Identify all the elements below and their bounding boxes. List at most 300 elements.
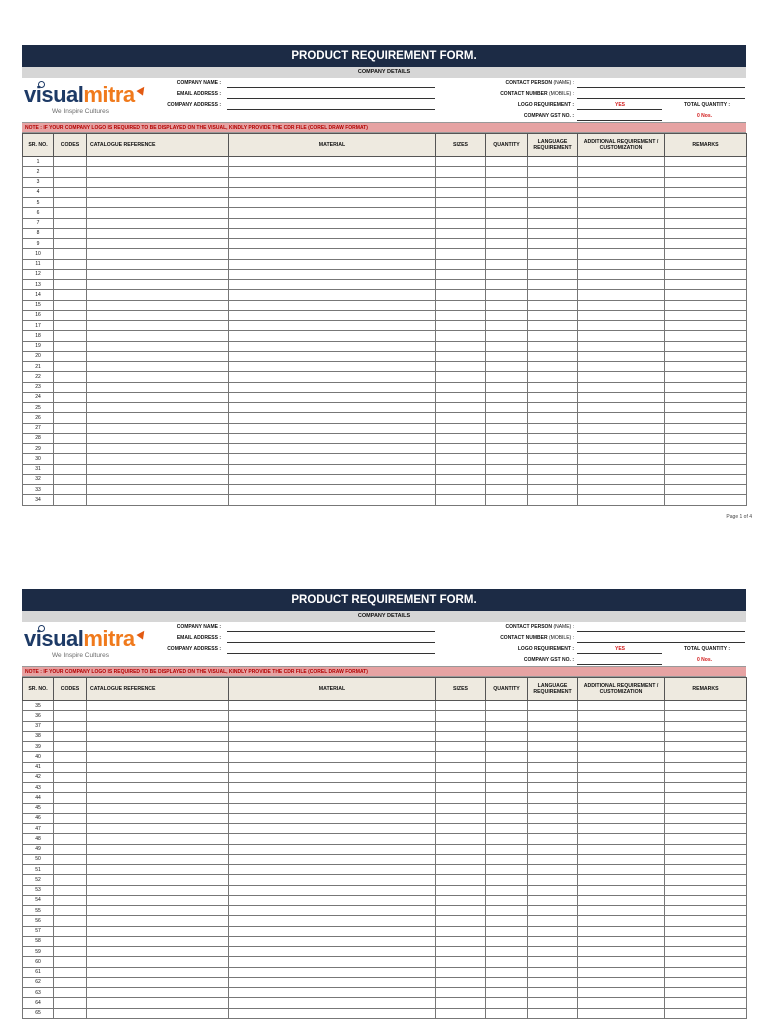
cell-language-requirement[interactable] <box>528 403 578 413</box>
cell-material[interactable] <box>229 988 436 998</box>
cell-remarks[interactable] <box>665 444 747 454</box>
cell-codes[interactable] <box>54 239 87 249</box>
cell-catalogue-reference[interactable] <box>87 259 229 269</box>
cell-quantity[interactable] <box>486 947 528 957</box>
cell-remarks[interactable] <box>665 362 747 372</box>
cell-additional-requirement[interactable] <box>578 824 665 834</box>
cell-language-requirement[interactable] <box>528 834 578 844</box>
cell-codes[interactable] <box>54 331 87 341</box>
cell-language-requirement[interactable] <box>528 957 578 967</box>
cell-catalogue-reference[interactable] <box>87 403 229 413</box>
cell-additional-requirement[interactable] <box>578 382 665 392</box>
cell-catalogue-reference[interactable] <box>87 731 229 741</box>
cell-material[interactable] <box>229 957 436 967</box>
cell-language-requirement[interactable] <box>528 495 578 505</box>
cell-additional-requirement[interactable] <box>578 834 665 844</box>
cell-additional-requirement[interactable] <box>578 249 665 259</box>
company-address-field[interactable] <box>227 652 435 654</box>
cell-sizes[interactable] <box>436 259 486 269</box>
cell-codes[interactable] <box>54 752 87 762</box>
cell-catalogue-reference[interactable] <box>87 341 229 351</box>
cell-codes[interactable] <box>54 341 87 351</box>
cell-codes[interactable] <box>54 310 87 320</box>
cell-quantity[interactable] <box>486 762 528 772</box>
cell-additional-requirement[interactable] <box>578 936 665 946</box>
cell-catalogue-reference[interactable] <box>87 228 229 238</box>
cell-catalogue-reference[interactable] <box>87 1008 229 1018</box>
cell-catalogue-reference[interactable] <box>87 834 229 844</box>
cell-quantity[interactable] <box>486 854 528 864</box>
cell-catalogue-reference[interactable] <box>87 977 229 987</box>
cell-sizes[interactable] <box>436 957 486 967</box>
cell-sizes[interactable] <box>436 916 486 926</box>
cell-language-requirement[interactable] <box>528 895 578 905</box>
cell-quantity[interactable] <box>486 803 528 813</box>
cell-remarks[interactable] <box>665 177 747 187</box>
cell-language-requirement[interactable] <box>528 187 578 197</box>
cell-language-requirement[interactable] <box>528 280 578 290</box>
cell-additional-requirement[interactable] <box>578 854 665 864</box>
cell-quantity[interactable] <box>486 772 528 782</box>
cell-additional-requirement[interactable] <box>578 157 665 167</box>
contact-person-field[interactable] <box>577 86 745 88</box>
cell-sizes[interactable] <box>436 351 486 361</box>
cell-additional-requirement[interactable] <box>578 423 665 433</box>
cell-material[interactable] <box>229 208 436 218</box>
cell-sizes[interactable] <box>436 177 486 187</box>
cell-quantity[interactable] <box>486 711 528 721</box>
cell-sizes[interactable] <box>436 403 486 413</box>
cell-additional-requirement[interactable] <box>578 988 665 998</box>
cell-catalogue-reference[interactable] <box>87 967 229 977</box>
cell-additional-requirement[interactable] <box>578 372 665 382</box>
cell-additional-requirement[interactable] <box>578 803 665 813</box>
cell-codes[interactable] <box>54 495 87 505</box>
cell-additional-requirement[interactable] <box>578 967 665 977</box>
cell-remarks[interactable] <box>665 198 747 208</box>
cell-remarks[interactable] <box>665 310 747 320</box>
cell-catalogue-reference[interactable] <box>87 208 229 218</box>
cell-quantity[interactable] <box>486 977 528 987</box>
cell-material[interactable] <box>229 218 436 228</box>
cell-codes[interactable] <box>54 731 87 741</box>
cell-additional-requirement[interactable] <box>578 742 665 752</box>
cell-catalogue-reference[interactable] <box>87 382 229 392</box>
cell-codes[interactable] <box>54 300 87 310</box>
cell-quantity[interactable] <box>486 382 528 392</box>
cell-sizes[interactable] <box>436 988 486 998</box>
cell-remarks[interactable] <box>665 187 747 197</box>
cell-codes[interactable] <box>54 988 87 998</box>
cell-remarks[interactable] <box>665 218 747 228</box>
cell-language-requirement[interactable] <box>528 362 578 372</box>
cell-material[interactable] <box>229 1008 436 1018</box>
cell-additional-requirement[interactable] <box>578 977 665 987</box>
cell-material[interactable] <box>229 167 436 177</box>
cell-additional-requirement[interactable] <box>578 865 665 875</box>
cell-quantity[interactable] <box>486 280 528 290</box>
cell-material[interactable] <box>229 977 436 987</box>
cell-additional-requirement[interactable] <box>578 341 665 351</box>
cell-remarks[interactable] <box>665 331 747 341</box>
cell-sizes[interactable] <box>436 936 486 946</box>
cell-remarks[interactable] <box>665 454 747 464</box>
cell-codes[interactable] <box>54 218 87 228</box>
cell-remarks[interactable] <box>665 793 747 803</box>
cell-codes[interactable] <box>54 249 87 259</box>
cell-codes[interactable] <box>54 967 87 977</box>
cell-sizes[interactable] <box>436 793 486 803</box>
cell-codes[interactable] <box>54 813 87 823</box>
cell-language-requirement[interactable] <box>528 988 578 998</box>
cell-material[interactable] <box>229 926 436 936</box>
cell-remarks[interactable] <box>665 239 747 249</box>
cell-quantity[interactable] <box>486 413 528 423</box>
cell-material[interactable] <box>229 742 436 752</box>
cell-codes[interactable] <box>54 936 87 946</box>
email-address-field[interactable] <box>227 97 435 99</box>
cell-material[interactable] <box>229 916 436 926</box>
cell-remarks[interactable] <box>665 752 747 762</box>
cell-codes[interactable] <box>54 772 87 782</box>
cell-catalogue-reference[interactable] <box>87 321 229 331</box>
cell-quantity[interactable] <box>486 239 528 249</box>
cell-codes[interactable] <box>54 423 87 433</box>
cell-codes[interactable] <box>54 824 87 834</box>
cell-material[interactable] <box>229 249 436 259</box>
cell-language-requirement[interactable] <box>528 464 578 474</box>
cell-additional-requirement[interactable] <box>578 752 665 762</box>
cell-catalogue-reference[interactable] <box>87 249 229 259</box>
cell-sizes[interactable] <box>436 803 486 813</box>
cell-quantity[interactable] <box>486 916 528 926</box>
cell-language-requirement[interactable] <box>528 772 578 782</box>
cell-quantity[interactable] <box>486 269 528 279</box>
cell-remarks[interactable] <box>665 731 747 741</box>
cell-quantity[interactable] <box>486 865 528 875</box>
email-address-field[interactable] <box>227 641 435 643</box>
cell-sizes[interactable] <box>436 290 486 300</box>
cell-quantity[interactable] <box>486 392 528 402</box>
cell-language-requirement[interactable] <box>528 701 578 711</box>
cell-material[interactable] <box>229 474 436 484</box>
cell-additional-requirement[interactable] <box>578 926 665 936</box>
cell-sizes[interactable] <box>436 762 486 772</box>
cell-additional-requirement[interactable] <box>578 269 665 279</box>
cell-catalogue-reference[interactable] <box>87 701 229 711</box>
cell-remarks[interactable] <box>665 249 747 259</box>
cell-codes[interactable] <box>54 844 87 854</box>
cell-sizes[interactable] <box>436 711 486 721</box>
cell-language-requirement[interactable] <box>528 1008 578 1018</box>
cell-quantity[interactable] <box>486 988 528 998</box>
cell-language-requirement[interactable] <box>528 977 578 987</box>
cell-material[interactable] <box>229 382 436 392</box>
cell-catalogue-reference[interactable] <box>87 187 229 197</box>
cell-sizes[interactable] <box>436 731 486 741</box>
cell-sizes[interactable] <box>436 392 486 402</box>
cell-catalogue-reference[interactable] <box>87 167 229 177</box>
company-gst-field[interactable] <box>577 663 662 665</box>
cell-language-requirement[interactable] <box>528 157 578 167</box>
cell-catalogue-reference[interactable] <box>87 157 229 167</box>
cell-material[interactable] <box>229 269 436 279</box>
cell-language-requirement[interactable] <box>528 413 578 423</box>
cell-codes[interactable] <box>54 228 87 238</box>
cell-codes[interactable] <box>54 351 87 361</box>
cell-sizes[interactable] <box>436 1008 486 1018</box>
cell-quantity[interactable] <box>486 834 528 844</box>
cell-material[interactable] <box>229 157 436 167</box>
cell-material[interactable] <box>229 875 436 885</box>
cell-language-requirement[interactable] <box>528 433 578 443</box>
cell-catalogue-reference[interactable] <box>87 485 229 495</box>
cell-sizes[interactable] <box>436 269 486 279</box>
cell-additional-requirement[interactable] <box>578 290 665 300</box>
cell-quantity[interactable] <box>486 926 528 936</box>
cell-catalogue-reference[interactable] <box>87 854 229 864</box>
cell-catalogue-reference[interactable] <box>87 772 229 782</box>
cell-material[interactable] <box>229 321 436 331</box>
cell-sizes[interactable] <box>436 280 486 290</box>
cell-codes[interactable] <box>54 793 87 803</box>
cell-sizes[interactable] <box>436 854 486 864</box>
cell-material[interactable] <box>229 177 436 187</box>
cell-catalogue-reference[interactable] <box>87 988 229 998</box>
cell-material[interactable] <box>229 187 436 197</box>
cell-codes[interactable] <box>54 803 87 813</box>
cell-quantity[interactable] <box>486 198 528 208</box>
cell-remarks[interactable] <box>665 157 747 167</box>
cell-catalogue-reference[interactable] <box>87 936 229 946</box>
cell-quantity[interactable] <box>486 485 528 495</box>
cell-sizes[interactable] <box>436 885 486 895</box>
cell-remarks[interactable] <box>665 916 747 926</box>
cell-additional-requirement[interactable] <box>578 844 665 854</box>
cell-additional-requirement[interactable] <box>578 280 665 290</box>
cell-material[interactable] <box>229 485 436 495</box>
cell-additional-requirement[interactable] <box>578 957 665 967</box>
cell-additional-requirement[interactable] <box>578 433 665 443</box>
cell-remarks[interactable] <box>665 885 747 895</box>
cell-language-requirement[interactable] <box>528 269 578 279</box>
cell-quantity[interactable] <box>486 813 528 823</box>
cell-remarks[interactable] <box>665 372 747 382</box>
cell-additional-requirement[interactable] <box>578 1008 665 1018</box>
cell-sizes[interactable] <box>436 895 486 905</box>
cell-quantity[interactable] <box>486 444 528 454</box>
cell-remarks[interactable] <box>665 433 747 443</box>
cell-remarks[interactable] <box>665 167 747 177</box>
cell-quantity[interactable] <box>486 906 528 916</box>
cell-catalogue-reference[interactable] <box>87 177 229 187</box>
cell-codes[interactable] <box>54 865 87 875</box>
cell-sizes[interactable] <box>436 967 486 977</box>
cell-catalogue-reference[interactable] <box>87 957 229 967</box>
cell-material[interactable] <box>229 198 436 208</box>
cell-material[interactable] <box>229 793 436 803</box>
cell-sizes[interactable] <box>436 382 486 392</box>
cell-sizes[interactable] <box>436 239 486 249</box>
cell-codes[interactable] <box>54 157 87 167</box>
cell-remarks[interactable] <box>665 967 747 977</box>
cell-remarks[interactable] <box>665 772 747 782</box>
cell-quantity[interactable] <box>486 742 528 752</box>
cell-additional-requirement[interactable] <box>578 218 665 228</box>
cell-additional-requirement[interactable] <box>578 474 665 484</box>
cell-quantity[interactable] <box>486 321 528 331</box>
cell-language-requirement[interactable] <box>528 454 578 464</box>
cell-material[interactable] <box>229 824 436 834</box>
cell-additional-requirement[interactable] <box>578 701 665 711</box>
cell-catalogue-reference[interactable] <box>87 454 229 464</box>
cell-language-requirement[interactable] <box>528 167 578 177</box>
cell-sizes[interactable] <box>436 783 486 793</box>
cell-additional-requirement[interactable] <box>578 875 665 885</box>
cell-language-requirement[interactable] <box>528 752 578 762</box>
cell-additional-requirement[interactable] <box>578 885 665 895</box>
cell-language-requirement[interactable] <box>528 885 578 895</box>
cell-additional-requirement[interactable] <box>578 228 665 238</box>
cell-quantity[interactable] <box>486 331 528 341</box>
cell-language-requirement[interactable] <box>528 916 578 926</box>
cell-quantity[interactable] <box>486 341 528 351</box>
cell-material[interactable] <box>229 372 436 382</box>
cell-quantity[interactable] <box>486 936 528 946</box>
cell-quantity[interactable] <box>486 957 528 967</box>
cell-remarks[interactable] <box>665 341 747 351</box>
cell-remarks[interactable] <box>665 844 747 854</box>
cell-additional-requirement[interactable] <box>578 187 665 197</box>
cell-codes[interactable] <box>54 362 87 372</box>
cell-remarks[interactable] <box>665 269 747 279</box>
cell-material[interactable] <box>229 444 436 454</box>
cell-catalogue-reference[interactable] <box>87 895 229 905</box>
cell-additional-requirement[interactable] <box>578 321 665 331</box>
cell-sizes[interactable] <box>436 844 486 854</box>
cell-material[interactable] <box>229 885 436 895</box>
cell-language-requirement[interactable] <box>528 259 578 269</box>
cell-material[interactable] <box>229 947 436 957</box>
cell-quantity[interactable] <box>486 454 528 464</box>
cell-language-requirement[interactable] <box>528 382 578 392</box>
cell-remarks[interactable] <box>665 403 747 413</box>
cell-catalogue-reference[interactable] <box>87 783 229 793</box>
cell-language-requirement[interactable] <box>528 423 578 433</box>
cell-language-requirement[interactable] <box>528 803 578 813</box>
cell-additional-requirement[interactable] <box>578 392 665 402</box>
cell-codes[interactable] <box>54 977 87 987</box>
cell-sizes[interactable] <box>436 701 486 711</box>
cell-catalogue-reference[interactable] <box>87 813 229 823</box>
cell-codes[interactable] <box>54 906 87 916</box>
cell-quantity[interactable] <box>486 495 528 505</box>
cell-codes[interactable] <box>54 280 87 290</box>
cell-language-requirement[interactable] <box>528 854 578 864</box>
cell-language-requirement[interactable] <box>528 824 578 834</box>
cell-codes[interactable] <box>54 187 87 197</box>
cell-remarks[interactable] <box>665 382 747 392</box>
cell-catalogue-reference[interactable] <box>87 413 229 423</box>
cell-remarks[interactable] <box>665 321 747 331</box>
cell-sizes[interactable] <box>436 824 486 834</box>
cell-additional-requirement[interactable] <box>578 916 665 926</box>
cell-sizes[interactable] <box>436 331 486 341</box>
cell-remarks[interactable] <box>665 742 747 752</box>
cell-material[interactable] <box>229 341 436 351</box>
cell-language-requirement[interactable] <box>528 239 578 249</box>
cell-material[interactable] <box>229 392 436 402</box>
cell-language-requirement[interactable] <box>528 485 578 495</box>
cell-codes[interactable] <box>54 444 87 454</box>
cell-codes[interactable] <box>54 403 87 413</box>
cell-quantity[interactable] <box>486 731 528 741</box>
cell-codes[interactable] <box>54 290 87 300</box>
cell-sizes[interactable] <box>436 433 486 443</box>
cell-sizes[interactable] <box>436 464 486 474</box>
cell-sizes[interactable] <box>436 310 486 320</box>
cell-codes[interactable] <box>54 259 87 269</box>
cell-quantity[interactable] <box>486 783 528 793</box>
cell-material[interactable] <box>229 259 436 269</box>
cell-sizes[interactable] <box>436 362 486 372</box>
cell-additional-requirement[interactable] <box>578 310 665 320</box>
cell-remarks[interactable] <box>665 824 747 834</box>
cell-codes[interactable] <box>54 382 87 392</box>
cell-codes[interactable] <box>54 895 87 905</box>
cell-catalogue-reference[interactable] <box>87 198 229 208</box>
cell-remarks[interactable] <box>665 711 747 721</box>
cell-codes[interactable] <box>54 742 87 752</box>
cell-codes[interactable] <box>54 454 87 464</box>
cell-language-requirement[interactable] <box>528 762 578 772</box>
cell-language-requirement[interactable] <box>528 793 578 803</box>
cell-language-requirement[interactable] <box>528 844 578 854</box>
cell-additional-requirement[interactable] <box>578 208 665 218</box>
cell-catalogue-reference[interactable] <box>87 947 229 957</box>
cell-codes[interactable] <box>54 1008 87 1018</box>
cell-material[interactable] <box>229 813 436 823</box>
cell-sizes[interactable] <box>436 300 486 310</box>
cell-quantity[interactable] <box>486 752 528 762</box>
cell-quantity[interactable] <box>486 300 528 310</box>
cell-sizes[interactable] <box>436 228 486 238</box>
cell-codes[interactable] <box>54 834 87 844</box>
cell-additional-requirement[interactable] <box>578 711 665 721</box>
cell-material[interactable] <box>229 711 436 721</box>
cell-language-requirement[interactable] <box>528 198 578 208</box>
cell-language-requirement[interactable] <box>528 936 578 946</box>
cell-remarks[interactable] <box>665 290 747 300</box>
cell-quantity[interactable] <box>486 372 528 382</box>
cell-material[interactable] <box>229 936 436 946</box>
cell-language-requirement[interactable] <box>528 331 578 341</box>
cell-material[interactable] <box>229 803 436 813</box>
cell-remarks[interactable] <box>665 783 747 793</box>
cell-language-requirement[interactable] <box>528 321 578 331</box>
cell-sizes[interactable] <box>436 321 486 331</box>
cell-catalogue-reference[interactable] <box>87 362 229 372</box>
cell-sizes[interactable] <box>436 198 486 208</box>
cell-additional-requirement[interactable] <box>578 300 665 310</box>
cell-codes[interactable] <box>54 464 87 474</box>
cell-codes[interactable] <box>54 711 87 721</box>
cell-sizes[interactable] <box>436 454 486 464</box>
cell-sizes[interactable] <box>436 372 486 382</box>
cell-language-requirement[interactable] <box>528 865 578 875</box>
cell-sizes[interactable] <box>436 157 486 167</box>
cell-remarks[interactable] <box>665 413 747 423</box>
